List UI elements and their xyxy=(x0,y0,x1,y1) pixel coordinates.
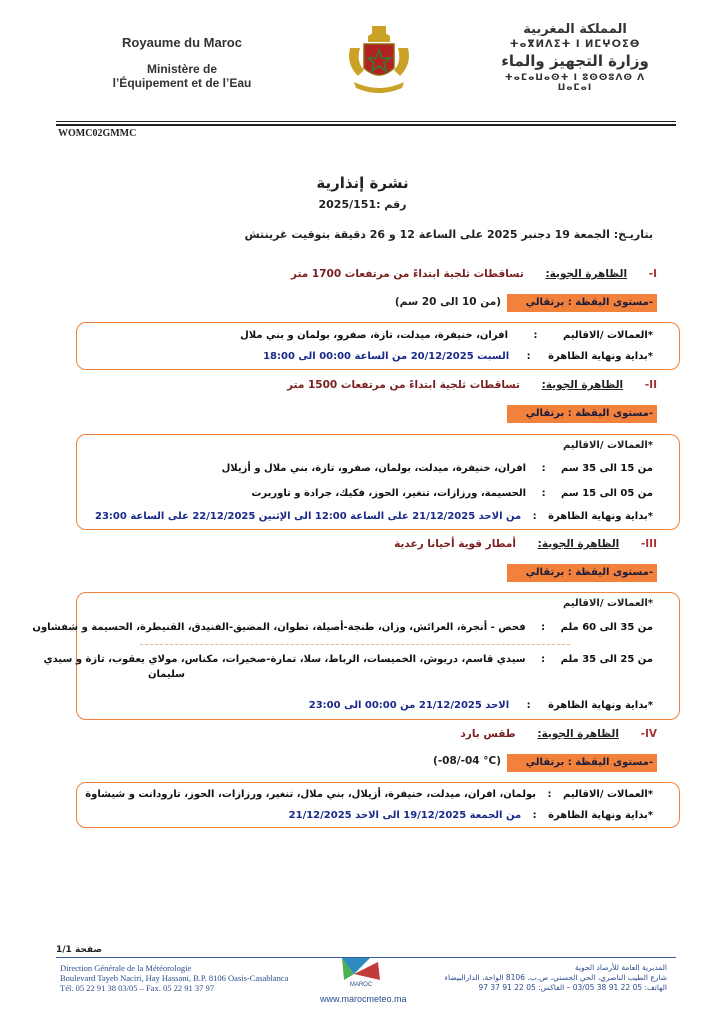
section-3-group-1-provinces: فحص - أنجرة، العرائش، وزان، طنجة-أصيلة، تطوان، المضيق-الفنيدق، القنيطرة، الحسيمة و شفشاون xyxy=(32,622,526,633)
logo-text: MAROC xyxy=(349,982,373,988)
colon: : xyxy=(541,654,546,665)
section-3-phenomenon-label: الظاهرة الجوية: xyxy=(537,538,620,550)
colon: : xyxy=(541,488,546,499)
period-label: *بداية ونهاية الظاهرة xyxy=(548,351,653,362)
ar-kingdom: المملكة المغربية xyxy=(523,22,627,37)
header-rule-thick xyxy=(56,124,676,126)
section-2-roman: II- xyxy=(644,379,657,391)
section-4-amount: (-08/-04 °C) xyxy=(433,755,501,767)
section-4-level: برتقالي xyxy=(525,757,565,768)
section-3-roman: III- xyxy=(640,538,657,550)
period-label: *بداية ونهاية الظاهرة xyxy=(548,700,653,711)
maroc-meteo-logo-icon xyxy=(340,954,382,988)
section-2-group-2 xyxy=(251,488,653,499)
provinces-label: *العمالات /الاقاليم xyxy=(563,330,653,341)
footer-fr-line1: Direction Générale de la Météorologie xyxy=(60,963,192,973)
section-1-level: برتقالي xyxy=(525,297,565,308)
section-2-period-row xyxy=(95,511,653,522)
footer-fr-line3: Tél. 05 22 91 38 03/05 – Fax. 05 22 91 37 97 xyxy=(60,983,214,993)
section-1-header xyxy=(291,268,657,280)
section-2-group-1-amount: من 15 الى 35 سم xyxy=(561,463,653,474)
section-1-phenomenon: تساقطات ثلجية ابتداءً من مرتفعات 1700 متر xyxy=(290,268,524,280)
section-2-group-1-provinces: افران، خنيفرة، ميدلت، بولمان، صفرو، تازة، بني ملال و أزيلال xyxy=(221,463,527,474)
section-3-phenomenon: أمطار قوية أحيانا رعدية xyxy=(394,538,516,550)
section-3-period-row xyxy=(309,700,653,711)
section-2-phenomenon-label: الظاهرة الجوية: xyxy=(541,379,624,391)
vigilance-label: -مستوى اليقظة : xyxy=(564,408,653,419)
section-1-period-row xyxy=(263,351,653,362)
header-fr-block xyxy=(112,36,252,90)
vigilance-label: -مستوى اليقظة : xyxy=(564,297,653,308)
section-2-phenomenon: تساقطات ثلجية ابتداءً من مرتفعات 1500 متر xyxy=(287,379,520,391)
section-4-period: من الجمعة 19/12/2025 الى الاحد 21/12/2025 xyxy=(288,810,522,821)
section-4-phenomenon-label: الظاهرة الجوية: xyxy=(537,728,619,740)
section-4-roman: IV- xyxy=(640,728,657,740)
header-ar-block xyxy=(500,22,650,93)
colon: : xyxy=(533,330,538,341)
bulletin-number: رقم :2025/151 xyxy=(318,198,407,211)
section-3-group-2-amount: من 25 الى 35 ملم xyxy=(560,654,653,665)
tifinagh-kingdom: ⵜⴰⴳⵍⴷⵉⵜ ⵏ ⵍⵎⵖⵔⵉⴱ xyxy=(509,39,641,50)
colon: : xyxy=(532,810,537,821)
footer-ar-address xyxy=(444,963,667,993)
section-2-group-2-amount: من 05 الى 15 سم xyxy=(561,488,653,499)
royal-emblem-icon xyxy=(342,24,416,96)
header-rule-thin xyxy=(56,121,676,122)
fr-kingdom: Royaume du Maroc xyxy=(122,35,242,50)
bulletin-title: نشرة إنذارية xyxy=(316,174,409,192)
section-2-header xyxy=(287,379,657,391)
ar-ministry: وزارة التجهيز والماء xyxy=(501,52,649,70)
section-3-group-1-amount: من 35 الى 60 ملم xyxy=(560,622,653,633)
colon: : xyxy=(526,351,531,362)
section-3-group-2 xyxy=(43,654,653,665)
section-1-vigilance xyxy=(507,294,657,312)
footer-fr-address xyxy=(60,963,288,993)
document-code: WOMC02GMMC xyxy=(58,128,137,139)
colon: : xyxy=(526,700,531,711)
section-4-period-row xyxy=(289,810,653,821)
section-2-vigilance xyxy=(507,405,657,423)
section-1-phenomenon-label: الظاهرة الجوية: xyxy=(545,268,628,280)
section-3-separator xyxy=(140,644,570,645)
section-4-provinces: بولمان، افران، ميدلت، خنيفرة، أزيلال، بني ملال، تنغير، ورزازات، الحوز، تارودانت و شيشاوة xyxy=(85,789,537,800)
section-2-group-2-provinces: الحسيمة، ورزازات، تنغير، الحوز، فكيك، جرادة و تاوريرت xyxy=(251,488,527,499)
colon: : xyxy=(541,463,546,474)
section-4-provinces-row xyxy=(85,789,653,800)
section-2-group-1 xyxy=(222,463,653,474)
fr-ministry-line2: l’Équipement et de l’Eau xyxy=(112,76,252,90)
section-4-phenomenon: طقس بارد xyxy=(460,728,516,740)
section-1-provinces-row xyxy=(240,330,653,341)
section-1-roman: I- xyxy=(648,268,657,280)
section-3-period: الاحد 21/12/2025 من 00:00 الى 23:00 xyxy=(308,700,510,711)
section-1-provinces: افران، خنيفرة، ميدلت، تازة، صفرو، بولمان و بني ملال xyxy=(240,330,509,341)
section-4-vigilance xyxy=(507,754,657,772)
colon: : xyxy=(547,789,552,800)
footer-fr-line2: Boulevard Tayeb Naciri, Hay Hassani, B.P. 8106 Oasis-Casablanca xyxy=(60,973,289,983)
fr-ministry-line1: Ministère de xyxy=(146,62,218,76)
section-1-amount: (من 10 الى 20 سم) xyxy=(394,296,501,308)
footer-ar-line1: المديرية العامة للأرصاد الجوية xyxy=(574,963,667,972)
vigilance-label: -مستوى اليقظة : xyxy=(564,757,653,768)
footer-website[interactable]: www.marocmeteo.ma xyxy=(320,994,407,1004)
section-2-level: برتقالي xyxy=(525,408,565,419)
footer-ar-line3: الهاتف: 05 22 91 38 03/05 – الفاكس: 05 22 91 37 97 xyxy=(478,983,667,992)
section-3-header xyxy=(394,538,657,550)
section-1-period: السبت 20/12/2025 من الساعة 00:00 الى 18:00 xyxy=(263,351,510,362)
provinces-label: *العمالات /الاقاليم xyxy=(563,789,653,800)
tifinagh-ministry: ⵜⴰⵎⴰⵡⴰⵙⵜ ⵏ ⵓⵙⵙⵓⴷⵙ ⴷ ⵡⴰⵎⴰⵏ xyxy=(504,73,646,93)
footer-ar-line2: شارع الطيب الناصري، الحي الحسني، ص.ب. 8106 الواحة، الدارالبيضاء xyxy=(444,973,667,982)
section-3-vigilance xyxy=(507,564,657,582)
page-number: صفحة 1/1 xyxy=(56,945,103,955)
colon: : xyxy=(541,622,546,633)
section-3-group-2-provinces-cont: سليمان xyxy=(148,669,185,680)
bulletin-date: بتاريـخ: الجمعة 19 دجنبر 2025 على الساعة 12 و 26 دقيقة بتوقيت غرينتش xyxy=(244,228,653,241)
section-3-level: برتقالي xyxy=(525,567,565,578)
section-4-header xyxy=(460,728,657,740)
section-3-group-2-provinces: سيدي قاسم، دريوش، الخميسات، الرباط، سلا، تمارة-صخيرات، مكناس، مولاي يعقوب، تازة و سيدي xyxy=(43,654,526,665)
section-2-provinces-label: *العمالات /الاقاليم xyxy=(563,440,653,451)
section-2-period: من الاحد 21/12/2025 على الساعة 12:00 الى الإثنين 22/12/2025 على الساعة 23:00 xyxy=(95,511,522,522)
section-3-provinces-label: *العمالات /الاقاليم xyxy=(563,598,653,609)
period-label: *بداية ونهاية الظاهرة xyxy=(548,810,653,821)
colon: : xyxy=(532,511,537,522)
period-label: *بداية ونهاية الظاهرة xyxy=(548,511,653,522)
vigilance-label: -مستوى اليقظة : xyxy=(564,567,653,578)
section-3-group-1 xyxy=(32,622,653,633)
